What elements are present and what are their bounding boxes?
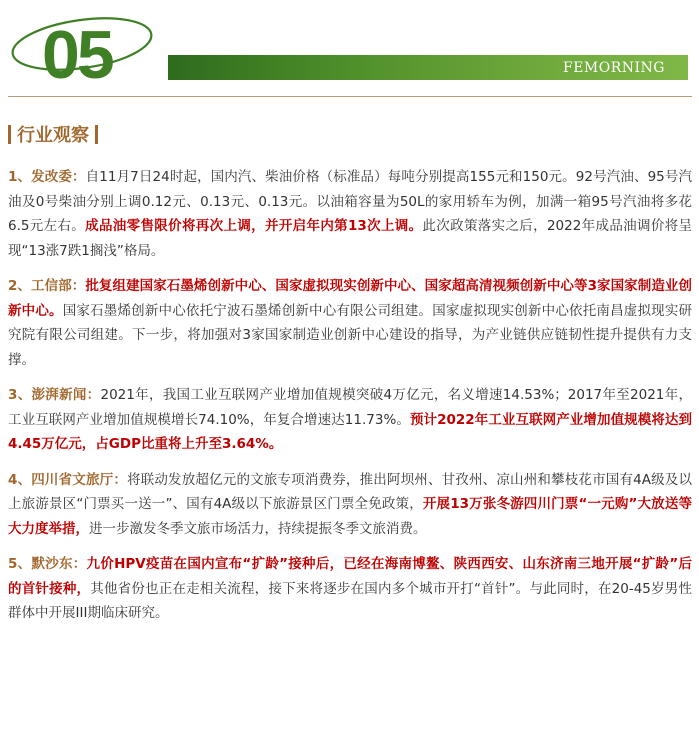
- section-title: [8, 122, 98, 150]
- title-bar-right: [95, 125, 98, 144]
- news-item-4: [8, 468, 692, 542]
- news-item-5: [8, 552, 692, 626]
- news-text: 自11月7日24时起，国内汽、柴油价格（标准品）每吨分别提高155元和150元。92号汽油、95号汽油及0号柴油分别上调0.12元、0.13元、0.13元。以油箱容量为50L的家用轿车为例，加满一箱95号汽油将多花6.5元左右。: [8, 169, 692, 234]
- news-highlight: 九价HPV疫苗在国内宣布“扩龄”接种后，已经在海南博鳌、陕西西安、山东济南三地开展“扩龄”后的首针接种，: [8, 556, 692, 597]
- header-divider: [8, 96, 692, 97]
- news-text: 其他省份也正在走相关流程，接下来将逐步在国内多个城市开打“首针”。与此同时，在20-45岁男性群体中开展III期临床研究。: [8, 580, 693, 621]
- news-list: [8, 165, 692, 626]
- header: [0, 0, 699, 100]
- news-highlight: 预计2022年工业互联网产业增加值规模将达到4.45万亿元，占GDP比重将上升至3.64%。: [8, 411, 692, 452]
- news-source: 1、发改委：: [8, 169, 86, 185]
- news-item-1: [8, 165, 692, 263]
- issue-logo: [0, 0, 170, 96]
- news-source: 3、澎湃新闻：: [8, 387, 101, 403]
- news-text: 进一步激发冬季文旅市场活力，持续提振冬季文旅消费。: [89, 520, 427, 537]
- news-source: 4、四川省文旅厅：: [8, 471, 128, 488]
- news-item-2: [8, 274, 692, 372]
- news-highlight: 开展13万张冬游四川门票“一元购”大放送等大力度举措，: [8, 496, 693, 537]
- issue-number: 05: [42, 17, 112, 93]
- brand-name: FEMORNING: [562, 60, 665, 76]
- news-source: 2、工信部：: [8, 278, 86, 294]
- title-bar-left: [8, 125, 11, 144]
- news-text: 国家石墨烯创新中心依托宁波石墨烯创新中心有限公司组建。国家虚拟现实创新中心依托南昌虚拟现实研究院有限公司组建。下一步，将加强对3家国家制造业创新中心建设的指导，为产业链供应链韧性提升提供有力支撑。: [8, 302, 693, 368]
- news-source: 5、默沙东：: [8, 556, 87, 572]
- news-text: 2021年，我国工业互联网产业增加值规模突破4万亿元，名义增速14.53%；2017年至2021年，工业互联网产业增加值规模增长74.10%，年复合增速达11.73%。: [8, 387, 692, 428]
- news-text: 此次政策落实之后，2022年成品油调价将呈现“13涨7跌1搁浅”格局。: [8, 218, 692, 259]
- news-highlight: 成品油零售限价将再次上调，并开启年内第13次上调。: [85, 218, 423, 234]
- news-item-3: [8, 383, 692, 457]
- news-text: 将联动发放超亿元的文旅专项消费券，推出阿坝州、甘孜州、凉山州和攀枝花市国有4A级及以上旅游景区“门票买一送一”、国有4A级以下旅游景区门票全免政策，: [8, 471, 692, 512]
- news-highlight: 批复组建国家石墨烯创新中心、国家虚拟现实创新中心、国家超高清视频创新中心等3家国家制造业创新中心。: [8, 278, 692, 319]
- section-title-text: 行业观察: [17, 125, 89, 146]
